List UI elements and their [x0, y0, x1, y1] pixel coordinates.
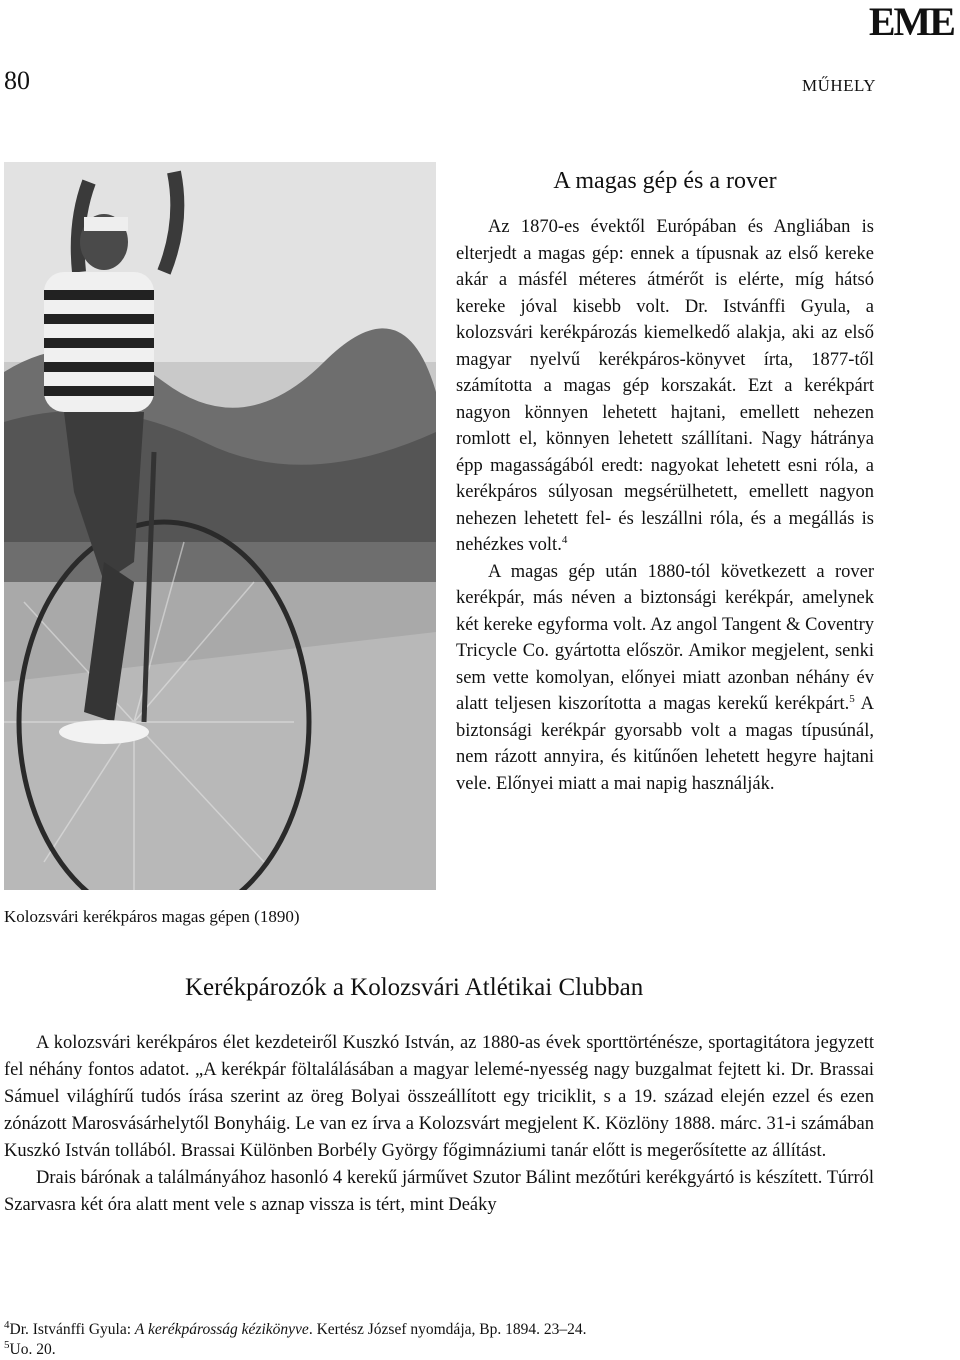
section-label: MŰHELY	[801, 76, 876, 95]
footnote-ref[interactable]: 5	[849, 692, 855, 705]
figure-caption: Kolozsvári kerékpáros magas gépen (1890)	[4, 907, 300, 926]
section-title: A magas gép és a rover	[553, 168, 777, 194]
footnotes	[4, 1320, 874, 1360]
section-rover	[456, 166, 874, 797]
section-title: Kerékpározók a Kolozsvári Atlétikai Clubban	[185, 974, 644, 1001]
journal-logo: EME	[868, 0, 954, 44]
paragraph: A kolozsvári kerékpáros élet kezdeteiről Kuszkó István, az 1880-as évek sporttörténésze, sportagitátora jegyzett fel néhány fontos adatot. „A kerékpár föltalálásában a magyar lelemé-nyesség nagy buzgalmat fejtett ki. Dr. Brassai Sámuel világhírű tudós írása szerint az öreg Bolyai összeállított egy triciklit, s a 19. század elején ezzel és ezen zónázott Marosvásárhelytől Bonyháig. Le van ez írva a Kolozsvárt megjelent K. Közlöny 1888. márc. 31-i számában Kuszkó István tollából. Brassai Különben Borbély György főgimnáziumi tanár előtt is megerősítette az állítást.	[4, 1033, 874, 1161]
section-club	[4, 1030, 874, 1219]
page-number: 80	[4, 66, 30, 95]
paragraph: A magas gép után 1880-tól következett a rover kerékpár, más néven a biztonsági kerékpár, amelynek két kereke egyforma volt. Az angol Tangent & Coventry Tricycle Co. gyártotta először. Amikor megjelent, senki sem vette komolyan, előnyei miatt azonban néhány év alatt teljesen kiszorította a magas kerekű kerékpárt.$^5$ A biztonsági kerékpár gyorsabb volt a magas típusúnál, nem rázott annyira, és kitűnően lehetett hegyre hajtani vele. Előnyei miatt a mai napig használják.	[456, 561, 874, 794]
cyclist-photo	[4, 162, 436, 890]
footnote: $^5$Uo. 20.	[4, 1338, 56, 1358]
paragraph: Drais bárónak a találmányához hasonló 4 kerekű járművet Szutor Bálint mezőtúri kerékgyártó is készített. Túrról Szarvasra két óra alatt ment vele s aznap vissza is tért, mint Deáky	[4, 1168, 874, 1215]
footnote: $^4$Dr. Istvánffi Gyula: A kerékpárosság kézikönyve. Kertész József nyomdája, Bp. 1894. 23–24.	[4, 1318, 587, 1338]
footnote-ref[interactable]: 4	[561, 533, 568, 546]
paragraph: Az 1870-es évektől Európában és Angliában is elterjedt a magas gép: ennek a típusnak az első kereke akár a másfél méteres átmérőt is elérte, míg hátsó kereke jóval kisebb volt. Dr. Istvánffi Gyula, a kolozsvári kerékpározás kiemelkedő alakja, aki az első magyar nyelvű kerékpáros-könyvet írta, 1877-től számította a magas gép korszakát. Ezt a kerékpárt nagyon könnyen lehetett hajtani, emellett nehezen romlott el, könnyen lehetett szállítani. Nagy hátránya épp magasságából eredt: nagyokat lehetett esni róla, a kerékpáros súlyosan megsérülhetett, emellett nagyon nehezen lehetett fel- és leszállni róla, és a megállás is nehézkes volt.$^4$	[456, 217, 874, 555]
